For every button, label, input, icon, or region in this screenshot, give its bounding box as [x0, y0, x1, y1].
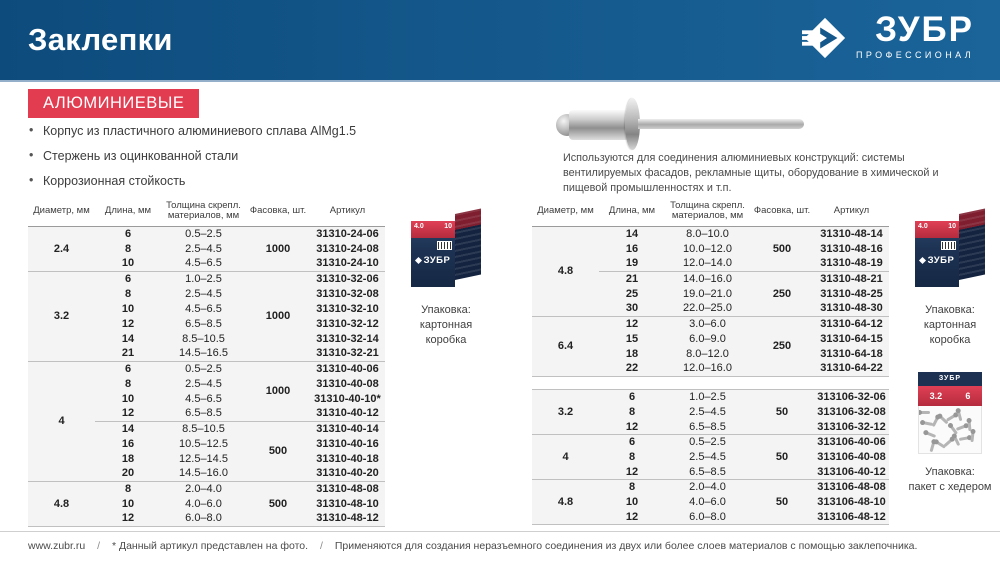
cell-thick: 4.0–6.0: [161, 496, 246, 511]
cell-art: 313106-40-08: [814, 450, 889, 465]
footer-photo-note: * Данный артикул представлен на фото.: [111, 540, 309, 552]
cell-art: 31310-24-10: [310, 256, 385, 271]
box-art-side: [455, 208, 481, 280]
cell-thick: 4.5–6.5: [161, 301, 246, 316]
cell-thick: 4.5–6.5: [161, 391, 246, 406]
cell-thick: 6.5–8.5: [161, 316, 246, 331]
box-size-b: 10: [444, 223, 452, 230]
cell-thick: 4.5–6.5: [161, 256, 246, 271]
cell-art: 31310-24-08: [310, 241, 385, 256]
cell-art: 31310-48-14: [814, 226, 889, 241]
cell-len: 6: [95, 226, 161, 241]
column-header: Артикул: [310, 196, 385, 226]
cell-art: 31310-40-14: [310, 421, 385, 436]
cell-len: 10: [95, 391, 161, 406]
cell-art: 31310-64-15: [814, 331, 889, 346]
cell-art: 31310-40-06: [310, 361, 385, 376]
cell-diam: 4: [28, 361, 95, 481]
cell-len: 16: [599, 241, 665, 256]
cell-thick: 6.0–8.0: [161, 511, 246, 526]
cell-art: 31310-48-19: [814, 256, 889, 271]
table-row: [28, 361, 385, 376]
cell-pack: 500: [750, 226, 814, 271]
cell-len: 6: [599, 390, 665, 405]
cell-len: 8: [95, 376, 161, 391]
brand-name: ЗУБР: [875, 10, 974, 49]
cell-thick: 22.0–25.0: [665, 301, 750, 316]
rivet-art: [925, 431, 936, 438]
category-badge: АЛЮМИНИЕВЫЕ: [28, 89, 199, 118]
brand-subtitle: ПРОФЕССИОНАЛ: [856, 50, 974, 60]
column-header: Толщина скрепл. материалов, мм: [665, 196, 750, 226]
cell-thick: 4.0–6.0: [665, 495, 750, 510]
table-row: [532, 316, 889, 331]
packaging-caption: Упаковка: картонная коробка: [923, 304, 977, 346]
table-row: [28, 271, 385, 286]
cell-thick: 14.5–16.0: [161, 466, 246, 481]
box-art-side: [959, 208, 985, 280]
packaging-figure-box-right: [903, 214, 997, 348]
footer-separator: /: [97, 540, 101, 552]
cell-pack: 50: [750, 435, 814, 480]
rivet-art: [957, 410, 963, 421]
zubr-logo: [802, 10, 974, 61]
cell-art: 31310-32-12: [310, 316, 385, 331]
cell-thick: 6.5–8.5: [665, 420, 750, 435]
cell-diam: 3.2: [532, 390, 599, 435]
rivet-art: [943, 438, 953, 448]
cell-thick: 2.5–4.5: [665, 405, 750, 420]
cell-len: 6: [95, 361, 161, 376]
cell-thick: 12.0–16.0: [665, 361, 750, 376]
box-brand: ЗУБР: [915, 255, 959, 266]
bag-size-a: 3.2: [929, 391, 943, 401]
cell-art: 313106-48-12: [814, 510, 889, 525]
cell-thick: 10.0–12.0: [665, 241, 750, 256]
cell-thick: 2.5–4.5: [161, 376, 246, 391]
cell-len: 8: [599, 405, 665, 420]
cell-len: 14: [95, 421, 161, 436]
column-header: Диаметр, мм: [532, 196, 599, 226]
cell-thick: 2.0–4.0: [665, 480, 750, 495]
cell-thick: 3.0–6.0: [665, 316, 750, 331]
rivet-art: [970, 431, 974, 442]
cell-thick: 8.0–10.0: [665, 226, 750, 241]
bag-size-band: [918, 386, 982, 406]
cell-art: 31310-40-16: [310, 436, 385, 451]
column-header: Толщина скрепл. материалов, мм: [161, 196, 246, 226]
cell-pack: 250: [750, 316, 814, 376]
cell-len: 12: [95, 316, 161, 331]
cell-art: 313106-40-12: [814, 465, 889, 480]
packaging-caption: Упаковка: пакет с хедером: [908, 466, 992, 493]
cell-len: 10: [95, 496, 161, 511]
cell-art: 31310-40-12: [310, 406, 385, 421]
cell-len: 30: [599, 301, 665, 316]
cell-len: 14: [599, 226, 665, 241]
cell-diam: 4.8: [532, 480, 599, 525]
cell-len: 12: [95, 406, 161, 421]
site-link[interactable]: www.zubr.ru: [28, 540, 86, 552]
cell-art: 313106-32-06: [814, 390, 889, 405]
cell-thick: 14.5–16.5: [161, 346, 246, 361]
cell-art: 31310-40-20: [310, 466, 385, 481]
cell-len: 14: [95, 331, 161, 346]
feature-item: • Корпус из пластичного алюминиевого сплава AlMg1.5: [28, 124, 356, 138]
cell-len: 6: [95, 271, 161, 286]
usage-note: Используются для соединения алюминиевых конструкций: системы вентилируемых фасадов, рекламные щиты, оборудование в химической и пищевой промышленностях и т.п.: [563, 152, 939, 194]
cell-len: 16: [95, 436, 161, 451]
cell-thick: 14.0–16.0: [665, 271, 750, 286]
footer-usage-note: Применяются для создания неразъемного соединения из двух или более слоев материалов с помощью заклепочника.: [334, 540, 918, 552]
cell-thick: 1.0–2.5: [161, 271, 246, 286]
packaging-figure-bag: [903, 372, 997, 495]
cell-len: 10: [599, 495, 665, 510]
cell-art: 31310-64-18: [814, 346, 889, 361]
cell-art: 31310-64-12: [814, 316, 889, 331]
box-size-a: 4.0: [918, 223, 928, 230]
spec-table-right-bottom: [532, 389, 889, 525]
cell-thick: 19.0–21.0: [665, 286, 750, 301]
bag-rivets: [918, 406, 982, 454]
cell-pack: 50: [750, 390, 814, 435]
cell-len: 12: [95, 511, 161, 526]
rivet-illustration: [556, 98, 808, 152]
cell-len: 8: [599, 480, 665, 495]
packaging-caption: Упаковка: картонная коробка: [419, 304, 473, 346]
page-title: Заклепки: [28, 22, 173, 57]
rivet-body: [569, 110, 629, 140]
cell-art: 31310-48-30: [814, 301, 889, 316]
cell-len: 21: [95, 346, 161, 361]
cell-len: 18: [95, 451, 161, 466]
cell-thick: 6.5–8.5: [161, 406, 246, 421]
cell-len: 12: [599, 465, 665, 480]
table-row: [532, 226, 889, 241]
cell-art: 31310-32-14: [310, 331, 385, 346]
cell-thick: 0.5–2.5: [161, 361, 246, 376]
cell-len: 18: [599, 346, 665, 361]
cell-len: 25: [599, 286, 665, 301]
cell-len: 6: [599, 435, 665, 450]
cell-art: 31310-40-10*: [310, 391, 385, 406]
cell-art: 31310-24-06: [310, 226, 385, 241]
cell-len: 19: [599, 256, 665, 271]
barcode-label: [941, 241, 956, 250]
column-header: Фасовка, шт.: [246, 196, 310, 226]
cell-diam: 6.4: [532, 316, 599, 376]
table-row: [28, 481, 385, 496]
barcode-label: [437, 241, 452, 250]
cell-thick: 10.5–12.5: [161, 436, 246, 451]
cell-art: 313106-32-08: [814, 405, 889, 420]
cell-art: 31310-48-12: [310, 511, 385, 526]
cell-diam: 3.2: [28, 271, 95, 361]
rivet-pin: [638, 119, 804, 129]
cell-thick: 8.0–12.0: [665, 346, 750, 361]
column-header: Длина, мм: [95, 196, 161, 226]
cell-len: 10: [95, 301, 161, 316]
cell-pack: 1000: [246, 361, 310, 421]
box-size-band: [915, 221, 959, 238]
rivet-art: [956, 424, 967, 431]
bag-size-b: 6: [965, 391, 971, 401]
cell-art: 313106-48-08: [814, 480, 889, 495]
cell-diam: 4: [532, 435, 599, 480]
cell-art: 31310-48-21: [814, 271, 889, 286]
box-art: [411, 214, 481, 292]
table-row: [28, 226, 385, 241]
cell-pack: 1000: [246, 271, 310, 361]
cell-art: 31310-32-06: [310, 271, 385, 286]
cell-art: 31310-32-21: [310, 346, 385, 361]
cell-thick: 6.0–8.0: [665, 510, 750, 525]
cell-thick: 8.5–10.5: [161, 331, 246, 346]
packaging-figure-box-left: [399, 214, 493, 348]
cell-len: 8: [95, 286, 161, 301]
cell-thick: 6.0–9.0: [665, 331, 750, 346]
cell-pack: 500: [246, 481, 310, 526]
cell-len: 8: [95, 241, 161, 256]
cell-pack: 500: [246, 421, 310, 481]
cell-thick: 8.5–10.5: [161, 421, 246, 436]
spec-table-right-top: [532, 196, 889, 377]
table-row: [532, 480, 889, 495]
cell-len: 21: [599, 271, 665, 286]
cell-len: 10: [95, 256, 161, 271]
box-size-b: 10: [948, 223, 956, 230]
cell-diam: 4.8: [532, 226, 599, 316]
cell-thick: 2.5–4.5: [161, 241, 246, 256]
cell-art: 31310-64-22: [814, 361, 889, 376]
cell-len: 20: [95, 466, 161, 481]
box-size-a: 4.0: [414, 223, 424, 230]
rivet-art: [946, 413, 957, 421]
feature-item: • Коррозионная стойкость: [28, 174, 356, 188]
feature-item: • Стержень из оцинкованной стали: [28, 149, 356, 163]
cell-art: 313106-48-10: [814, 495, 889, 510]
table-row: [532, 390, 889, 405]
column-header: Фасовка, шт.: [750, 196, 814, 226]
footer: [0, 531, 1000, 552]
cell-thick: 12.0–14.0: [665, 256, 750, 271]
cell-diam: 4.8: [28, 481, 95, 526]
box-art-front: [411, 221, 455, 287]
column-header: Длина, мм: [599, 196, 665, 226]
cell-len: 15: [599, 331, 665, 346]
box-brand: ЗУБР: [411, 255, 455, 266]
cell-art: 31310-32-08: [310, 286, 385, 301]
box-art: [915, 214, 985, 292]
cell-thick: 0.5–2.5: [665, 435, 750, 450]
zubr-logo-icon: [802, 15, 848, 61]
cell-len: 12: [599, 316, 665, 331]
footer-separator: /: [319, 540, 323, 552]
cell-pack: 250: [750, 271, 814, 316]
cell-art: 31310-48-08: [310, 481, 385, 496]
cell-art: 31310-48-10: [310, 496, 385, 511]
cell-art: 31310-32-10: [310, 301, 385, 316]
cell-art: 31310-48-25: [814, 286, 889, 301]
header-band: [0, 0, 1000, 82]
column-header: Диаметр, мм: [28, 196, 95, 226]
box-size-band: [411, 221, 455, 238]
rivet-art: [959, 436, 970, 441]
cell-pack: 50: [750, 480, 814, 525]
cell-thick: 2.0–4.0: [161, 481, 246, 496]
cell-diam: 2.4: [28, 226, 95, 271]
cell-art: 31310-40-08: [310, 376, 385, 391]
cell-len: 12: [599, 420, 665, 435]
cell-art: 31310-40-18: [310, 451, 385, 466]
cell-thick: 6.5–8.5: [665, 465, 750, 480]
rivet-art: [919, 411, 930, 414]
feature-list: [28, 124, 356, 199]
cell-len: 12: [599, 510, 665, 525]
bag-brand: ЗУБР: [918, 372, 982, 386]
cell-thick: 2.5–4.5: [161, 286, 246, 301]
box-art-front: [915, 221, 959, 287]
zubr-logo-text: [856, 10, 974, 60]
cell-art: 313106-40-06: [814, 435, 889, 450]
cell-pack: 1000: [246, 226, 310, 271]
cell-art: 31310-48-16: [814, 241, 889, 256]
spec-table-left: [28, 196, 385, 527]
cell-thick: 0.5–2.5: [161, 226, 246, 241]
cell-thick: 2.5–4.5: [665, 450, 750, 465]
cell-thick: 12.5–14.5: [161, 451, 246, 466]
cell-len: 8: [599, 450, 665, 465]
bag-art: [918, 372, 982, 454]
table-row: [532, 435, 889, 450]
cell-thick: 1.0–2.5: [665, 390, 750, 405]
cell-len: 8: [95, 481, 161, 496]
cell-art: 313106-32-12: [814, 420, 889, 435]
cell-len: 22: [599, 361, 665, 376]
column-header: Артикул: [814, 196, 889, 226]
